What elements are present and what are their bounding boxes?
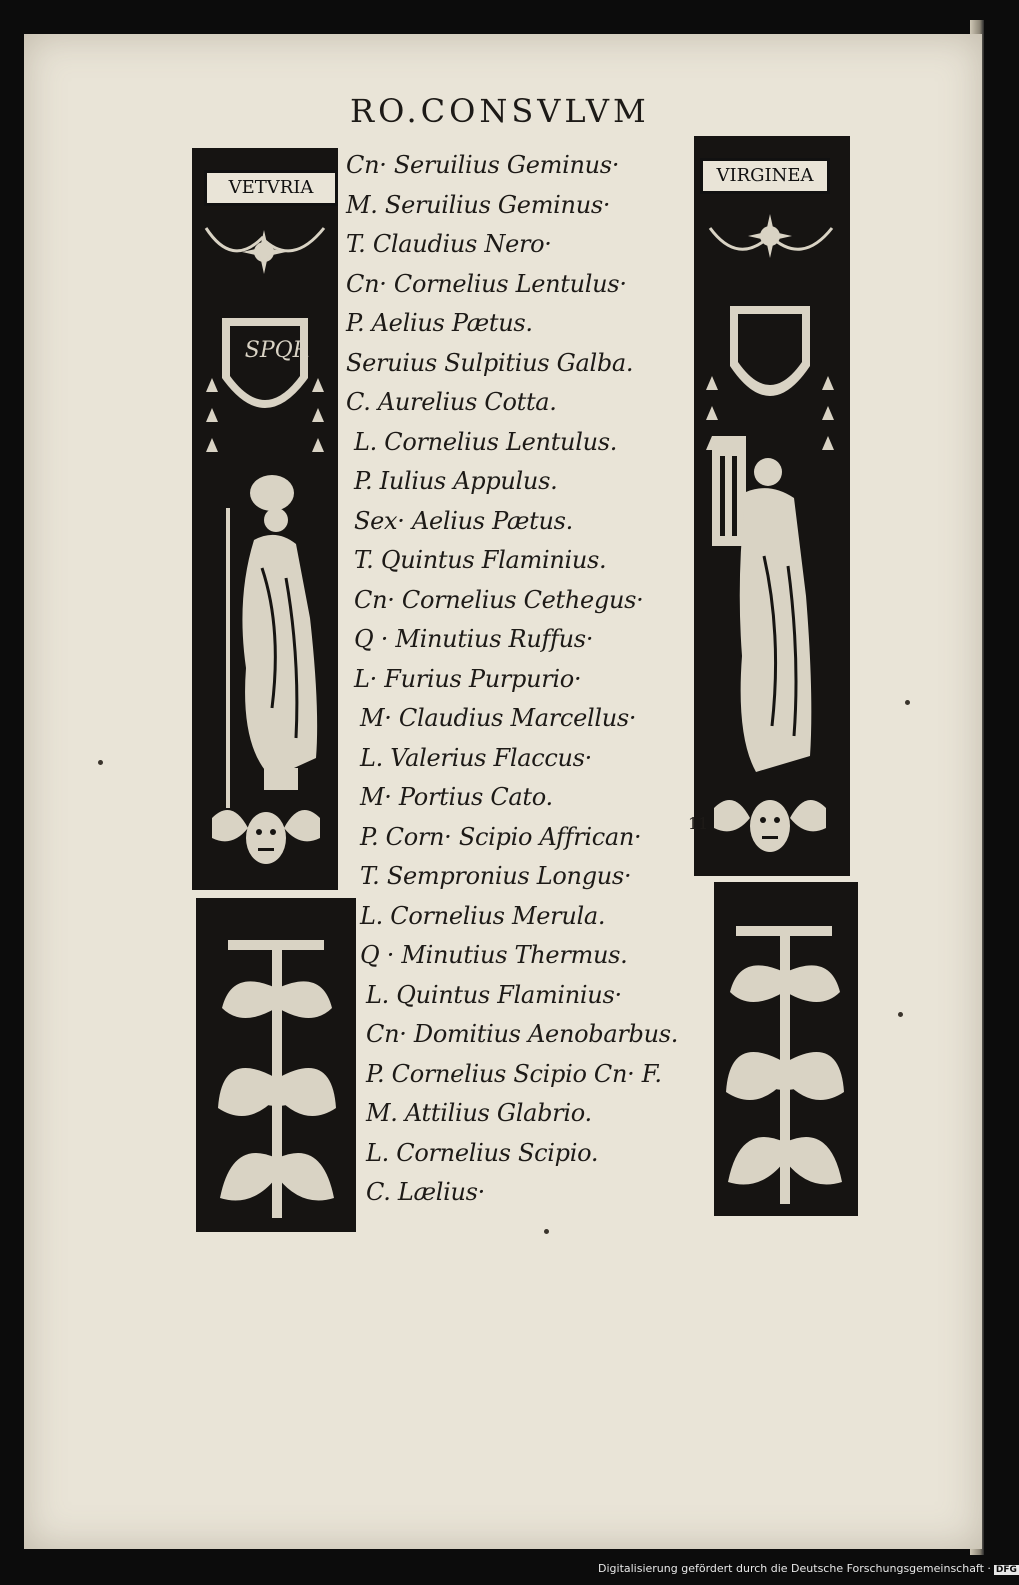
left-shield-text: SPQR xyxy=(244,338,310,363)
ink-speck xyxy=(98,760,103,765)
list-item: L. Cornelius Lentulus. xyxy=(354,427,618,456)
list-item: L. Cornelius Scipio. xyxy=(366,1138,599,1167)
list-item: L. Quintus Flaminius· xyxy=(366,980,622,1009)
list-item: Seruius Sulpitius Galba. xyxy=(346,348,634,377)
left-panel-label: VETVRIA xyxy=(204,170,338,206)
list-item: Cn· Cornelius Cethegus· xyxy=(354,585,644,614)
list-item: T. Quintus Flaminius. xyxy=(354,546,607,574)
ink-speck xyxy=(898,1012,903,1017)
consul-list xyxy=(346,146,709,1213)
margin-note: 11 xyxy=(688,814,709,833)
left-woodcut-panel xyxy=(192,148,360,1232)
ink-speck xyxy=(905,700,910,705)
list-item: Cn· Cornelius Lentulus· xyxy=(346,269,627,298)
list-item: Q · Minutius Ruffus· xyxy=(354,625,594,653)
right-woodcut-panel xyxy=(690,136,860,1216)
list-item: Cn· Seruilius Geminus· xyxy=(346,151,620,179)
footer-text: Digitalisierung gefördert durch die Deutsche Forschungsgemeinschaft · xyxy=(598,1562,991,1575)
right-panel-label: VIRGINEA xyxy=(700,158,830,194)
list-item: C. Lælius· xyxy=(366,1178,486,1206)
list-item: L. Valerius Flaccus· xyxy=(360,743,592,772)
list-item: Sex· Aelius Pætus. xyxy=(354,506,574,535)
list-item: L· Furius Purpurio· xyxy=(354,664,582,693)
list-item: T. Sempronius Longus· xyxy=(360,862,632,890)
ink-speck xyxy=(544,1229,549,1234)
list-item: Cn· Domitius Aenobarbus. xyxy=(366,1020,679,1048)
list-item: Q · Minutius Thermus. xyxy=(360,941,628,969)
list-item: P. Corn· Scipio Affrican· xyxy=(360,822,642,851)
digitization-credit xyxy=(598,1562,1017,1575)
list-item: M. Attilius Glabrio. xyxy=(366,1099,592,1127)
list-item: P. Iulius Appulus. xyxy=(354,467,558,495)
list-item: L. Cornelius Merula. xyxy=(360,901,606,930)
list-item: P. Aelius Pætus. xyxy=(346,309,533,337)
list-item: M· Portius Cato. xyxy=(360,783,553,811)
list-item: M. Seruilius Geminus· xyxy=(346,190,611,219)
list-item: P. Cornelius Scipio Cn· F. xyxy=(366,1059,662,1088)
dfg-logo: DFG xyxy=(995,1565,1017,1575)
list-item: C. Aurelius Cotta. xyxy=(346,388,557,416)
list-item: T. Claudius Nero· xyxy=(346,230,552,258)
running-head: RO.CONSVLVM xyxy=(350,92,650,130)
list-item: M· Claudius Marcellus· xyxy=(360,704,637,732)
